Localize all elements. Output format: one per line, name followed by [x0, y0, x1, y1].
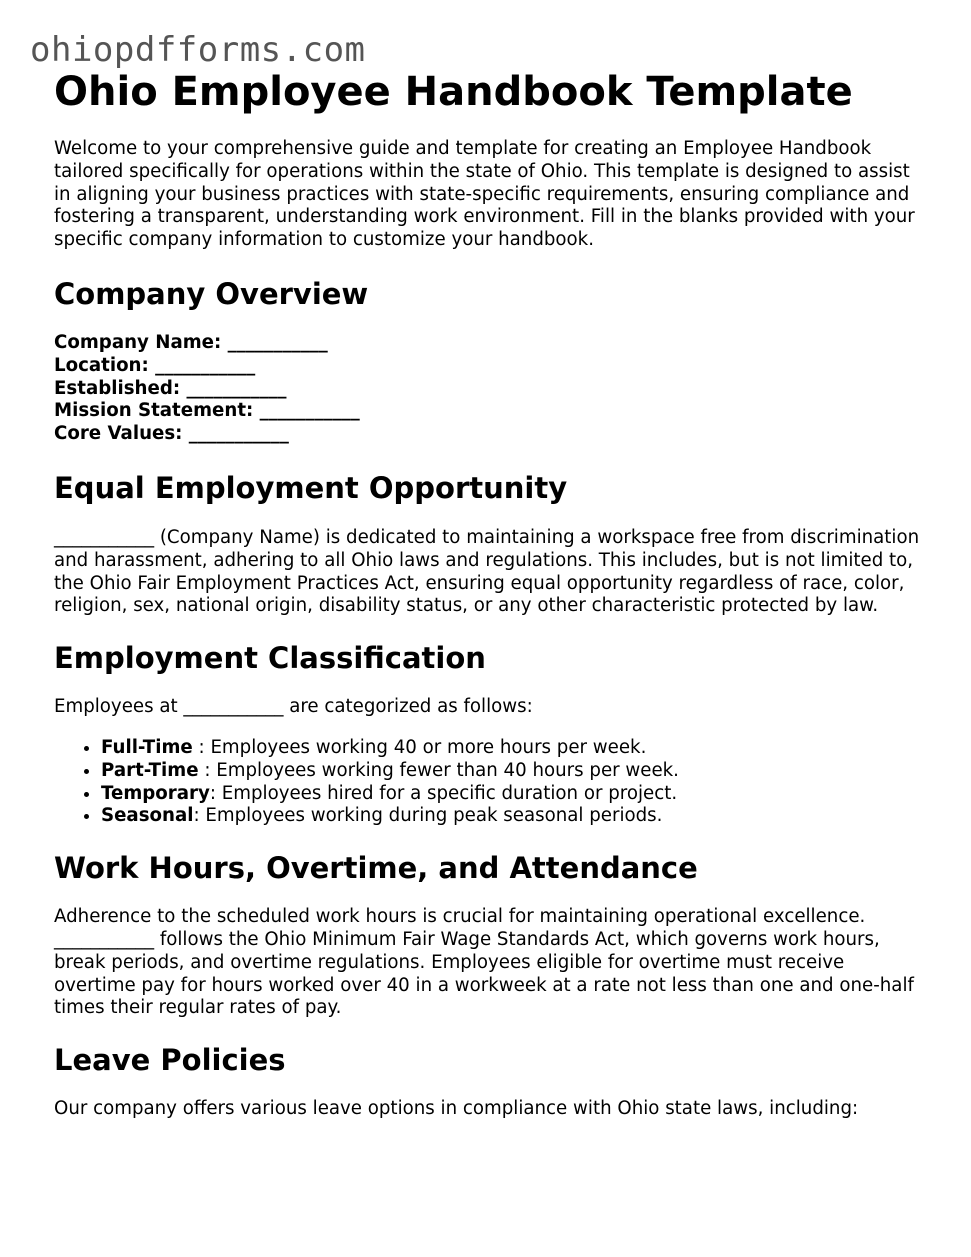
item-description: Employees working fewer than 40 hours per week. [216, 759, 679, 781]
field-blank: ___________ [227, 331, 328, 353]
item-separator: : [192, 736, 211, 758]
eeo-heading: Equal Employment Opportunity [54, 470, 568, 505]
handbook-document [54, 68, 924, 1121]
field-label: Mission Statement: [54, 400, 254, 422]
field-mission-statement [54, 400, 924, 423]
page-title: Ohio Employee Handbook Template [54, 69, 853, 115]
item-separator: : [209, 782, 222, 804]
field-label: Location: [54, 354, 149, 376]
item-separator: : [193, 805, 206, 827]
intro-paragraph: Welcome to your comprehensive guide and template for creating an Employee Handbook tailored specifically for operations within the state of Ohio. This template is designed to assist in aligning your business practices with state-specific requirements, ensuring compliance and fostering a transparent, understanding work environment. Fill in the blanks provided with your specific company information to customize your handbook. [54, 138, 915, 251]
field-label: Established: [54, 377, 181, 399]
item-description: Employees working 40 or more hours per week. [210, 736, 647, 758]
field-blank: ___________ [155, 354, 256, 376]
company-overview-heading: Company Overview [54, 276, 369, 311]
field-blank: ___________ [188, 423, 289, 445]
list-item [101, 783, 924, 806]
leave-paragraph: Our company offers various leave options in compliance with Ohio state laws, including: [54, 1098, 859, 1120]
list-item [101, 737, 924, 760]
company-fields [54, 332, 924, 446]
eeo-paragraph: ___________ (Company Name) is dedicated to maintaining a workspace free from discrimination and harassment, adhering to all Ohio laws and regulations. This includes, but is not limited to, the Ohio Fair Employment Practices Act, ensuring equal opportunity regardless of race, color, religion, sex, national origin, disability status, or any other characteristic protected by law. [54, 526, 920, 617]
field-established [54, 378, 924, 401]
classification-heading: Employment Classification [54, 641, 486, 676]
item-term: Temporary [101, 782, 210, 804]
field-label: Core Values: [54, 423, 183, 445]
field-location [54, 355, 924, 378]
work-hours-heading: Work Hours, Overtime, and Attendance [54, 851, 698, 886]
item-separator: : [198, 759, 217, 781]
field-company-name [54, 332, 924, 355]
classification-list [54, 737, 924, 828]
classification-paragraph: Employees at ___________ are categorized as follows: [54, 696, 533, 718]
field-blank: ___________ [259, 400, 360, 422]
list-item [101, 805, 924, 828]
item-term: Full-Time [101, 736, 193, 758]
field-label: Company Name: [54, 331, 222, 353]
leave-policies-heading: Leave Policies [54, 1043, 286, 1078]
item-term: Part-Time [101, 759, 199, 781]
field-blank: ___________ [186, 377, 287, 399]
work-hours-paragraph: Adherence to the scheduled work hours is crucial for maintaining operational excellence. ___________ follows the Ohio Minimum Fair Wage Standards Act, which governs work hours, break periods, and overtime regulations. Employees eligible for overtime must receive overtime pay for hours worked over 40 in a workweek at a rate not less than one and one-half times their regular rates of pay. [54, 906, 914, 1019]
site-watermark: ohiopdfforms.com [30, 30, 366, 70]
item-term: Seasonal [101, 805, 194, 827]
item-description: Employees working during peak seasonal periods. [205, 805, 663, 827]
field-core-values [54, 423, 924, 446]
item-description: Employees hired for a specific duration or project. [221, 782, 678, 804]
list-item [101, 760, 924, 783]
